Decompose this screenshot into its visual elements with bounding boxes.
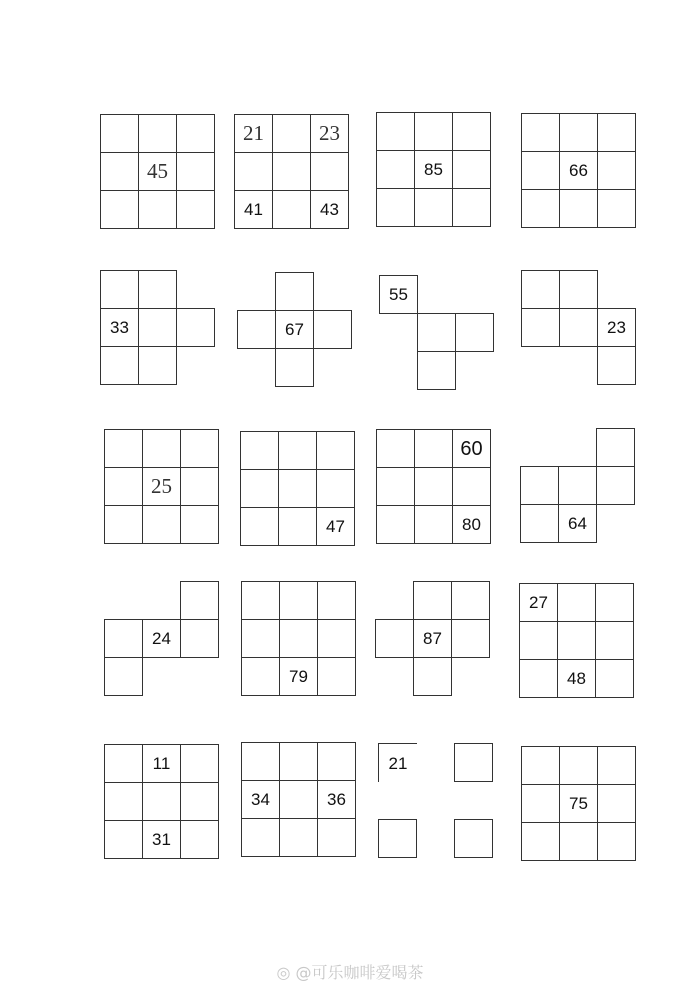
- cell-value: 21: [243, 121, 264, 145]
- grid-cell-empty: [279, 581, 318, 620]
- grid-cell-empty: [521, 189, 560, 228]
- grid-cell-empty: [176, 152, 215, 191]
- cell-value: 47: [326, 517, 345, 536]
- grid-cell-empty: [279, 619, 318, 658]
- grid-cell-empty: [100, 270, 139, 309]
- grid-cell-empty: [557, 621, 596, 660]
- grid-cell-empty: [100, 190, 139, 229]
- grid-cell-empty: [180, 505, 219, 544]
- grid-cell-empty: [176, 308, 215, 347]
- grid-cell-empty: [521, 151, 560, 190]
- grid-cell-empty: [317, 742, 356, 781]
- grid-cell-empty: [452, 112, 491, 151]
- grid-cell-empty: [180, 467, 219, 506]
- grid-cell-empty: [454, 819, 493, 858]
- cell-value: 48: [567, 669, 586, 688]
- grid-cell-empty: [138, 270, 177, 309]
- grid-cell-number: [234, 114, 273, 153]
- grid-cell-empty: [241, 742, 280, 781]
- grid-cell-empty: [316, 431, 355, 470]
- grid-cell-empty: [376, 505, 415, 544]
- grid-cell-empty: [104, 505, 143, 544]
- grid-cell-empty: [104, 657, 143, 696]
- grid-cell-empty: [104, 820, 143, 859]
- grid-cell-empty: [180, 820, 219, 859]
- grid-cell-empty: [452, 188, 491, 227]
- grid-cell-empty: [521, 746, 560, 785]
- grid-cell-empty: [138, 114, 177, 153]
- grid-cell-empty: [597, 746, 636, 785]
- grid-cell-empty: [520, 466, 559, 505]
- grid-cell-number: [310, 114, 349, 153]
- cell-value: 85: [424, 160, 443, 179]
- cell-value: 31: [152, 830, 171, 849]
- grid-cell-empty: [595, 621, 634, 660]
- grid-cell-empty: [317, 581, 356, 620]
- grid-cell-empty: [176, 190, 215, 229]
- grid-cell-empty: [559, 822, 598, 861]
- grid-cell-empty: [597, 822, 636, 861]
- cell-value: 21: [388, 753, 408, 773]
- cell-value: 24: [152, 629, 171, 648]
- grid-cell-empty: [414, 188, 453, 227]
- grid-cell-empty: [417, 313, 456, 352]
- grid-cell-empty: [559, 746, 598, 785]
- grid-cell-empty: [138, 346, 177, 385]
- watermark-text: @可乐咖啡爱喝茶: [295, 963, 424, 982]
- grid-cell-empty: [414, 505, 453, 544]
- grid-cell-empty: [237, 310, 276, 349]
- grid-cell-number: [279, 657, 318, 696]
- grid-cell-empty: [180, 581, 219, 620]
- grid-cell-empty: [452, 467, 491, 506]
- grid-cell-empty: [317, 619, 356, 658]
- grid-cell-empty: [272, 152, 311, 191]
- grid-cell-empty: [597, 113, 636, 152]
- grid-cell-number: [597, 308, 636, 347]
- grid-cell-empty: [597, 346, 636, 385]
- grid-cell-empty: [559, 113, 598, 152]
- grid-cell-empty: [376, 188, 415, 227]
- grid-cell-empty: [104, 782, 143, 821]
- grid-cell-number: [452, 429, 491, 468]
- grid-cell-empty: [597, 189, 636, 228]
- grid-cell-empty: [241, 581, 280, 620]
- grid-cell-empty: [142, 505, 181, 544]
- watermark: [0, 960, 700, 983]
- grid-cell-number: [559, 151, 598, 190]
- grid-cell-empty: [376, 429, 415, 468]
- grid-cell-empty: [180, 744, 219, 783]
- cell-value: 27: [529, 593, 548, 612]
- cell-value: 23: [319, 121, 340, 145]
- grid-cell-empty: [279, 818, 318, 857]
- grid-cell-empty: [596, 466, 635, 505]
- grid-cell-number: [310, 190, 349, 229]
- cell-value: 75: [569, 794, 588, 813]
- grid-cell-empty: [521, 784, 560, 823]
- grid-cell-empty: [413, 581, 452, 620]
- grid-cell-number: [557, 659, 596, 698]
- grid-cell-empty: [313, 310, 352, 349]
- grid-cell-empty: [310, 152, 349, 191]
- grid-cell-empty: [278, 469, 317, 508]
- cell-value: 33: [110, 318, 129, 337]
- cell-value: 25: [151, 474, 172, 498]
- grid-cell-empty: [559, 270, 598, 309]
- grid-cell-empty: [414, 467, 453, 506]
- cell-value: 79: [289, 667, 308, 686]
- cell-value: 55: [389, 285, 408, 304]
- grid-cell-empty: [240, 431, 279, 470]
- grid-cell-empty: [142, 782, 181, 821]
- grid-cell-empty: [240, 469, 279, 508]
- grid-cell-empty: [180, 429, 219, 468]
- grid-cell-empty: [100, 114, 139, 153]
- grid-cell-empty: [452, 150, 491, 189]
- grid-cell-empty: [521, 113, 560, 152]
- cell-value: 80: [462, 515, 481, 534]
- grid-cell-number: [378, 743, 417, 782]
- grid-cell-empty: [451, 619, 490, 658]
- cell-value: 23: [607, 318, 626, 337]
- grid-cell-number: [519, 583, 558, 622]
- grid-cell-empty: [521, 270, 560, 309]
- grid-cell-number: [142, 820, 181, 859]
- grid-cell-number: [414, 150, 453, 189]
- grid-cell-number: [316, 507, 355, 546]
- cell-value: 60: [460, 437, 483, 460]
- grid-cell-empty: [317, 657, 356, 696]
- grid-cell-empty: [597, 151, 636, 190]
- weibo-icon: ◎: [276, 963, 291, 982]
- cell-value: 66: [569, 161, 588, 180]
- cell-value: 34: [251, 790, 270, 809]
- cell-value: 41: [244, 200, 263, 219]
- grid-cell-number: [100, 308, 139, 347]
- grid-cell-number: [275, 310, 314, 349]
- grid-cell-number: [413, 619, 452, 658]
- grid-cell-number: [317, 780, 356, 819]
- grid-cell-empty: [180, 619, 219, 658]
- grid-cell-empty: [521, 308, 560, 347]
- grid-cell-empty: [176, 114, 215, 153]
- grid-cell-empty: [376, 467, 415, 506]
- grid-cell-empty: [559, 189, 598, 228]
- grid-cell-empty: [240, 507, 279, 546]
- grid-cell-number: [142, 744, 181, 783]
- grid-cell-empty: [272, 190, 311, 229]
- grid-cell-empty: [142, 429, 181, 468]
- grid-cell-number: [241, 780, 280, 819]
- cell-value: 43: [320, 200, 339, 219]
- grid-cell-empty: [596, 428, 635, 467]
- grid-cell-number: [559, 784, 598, 823]
- cell-value: 45: [147, 159, 168, 183]
- grid-cell-empty: [455, 313, 494, 352]
- grid-cell-empty: [104, 619, 143, 658]
- grid-cell-empty: [376, 112, 415, 151]
- grid-cell-empty: [275, 272, 314, 311]
- cell-value: 36: [327, 790, 346, 809]
- grid-cell-empty: [520, 504, 559, 543]
- grid-cell-empty: [519, 621, 558, 660]
- grid-cell-number: [234, 190, 273, 229]
- grid-cell-empty: [241, 657, 280, 696]
- grid-cell-empty: [104, 429, 143, 468]
- grid-cell-empty: [180, 782, 219, 821]
- grid-cell-empty: [241, 619, 280, 658]
- grid-cell-empty: [559, 308, 598, 347]
- grid-cell-empty: [100, 152, 139, 191]
- grid-cell-empty: [595, 659, 634, 698]
- grid-cell-empty: [454, 743, 493, 782]
- grid-cell-empty: [138, 190, 177, 229]
- grid-cell-number: [379, 275, 418, 314]
- grid-cell-empty: [595, 583, 634, 622]
- grid-cell-number: [142, 619, 181, 658]
- grid-cell-empty: [375, 619, 414, 658]
- grid-cell-empty: [317, 818, 356, 857]
- grid-cell-empty: [417, 351, 456, 390]
- grid-cell-empty: [278, 431, 317, 470]
- cell-value: 87: [423, 629, 442, 648]
- grid-cell-number: [452, 505, 491, 544]
- grid-cell-empty: [378, 819, 417, 858]
- grid-cell-number: [558, 504, 597, 543]
- cell-value: 64: [568, 514, 587, 533]
- grid-cell-empty: [597, 784, 636, 823]
- cell-value: 11: [152, 754, 171, 773]
- cell-value: 67: [285, 320, 304, 339]
- grid-cell-empty: [279, 780, 318, 819]
- grid-cell-empty: [100, 346, 139, 385]
- grid-cell-empty: [557, 583, 596, 622]
- grid-cell-empty: [316, 469, 355, 508]
- grid-cell-empty: [275, 348, 314, 387]
- grid-cell-empty: [279, 742, 318, 781]
- grid-cell-empty: [558, 466, 597, 505]
- grid-cell-number: [138, 152, 177, 191]
- grid-cell-empty: [414, 429, 453, 468]
- grid-cell-empty: [376, 150, 415, 189]
- grid-cell-empty: [241, 818, 280, 857]
- grid-cell-empty: [234, 152, 273, 191]
- grid-cell-empty: [272, 114, 311, 153]
- grid-cell-empty: [451, 581, 490, 620]
- grid-cell-empty: [138, 308, 177, 347]
- grid-cell-empty: [521, 822, 560, 861]
- grid-cell-number: [142, 467, 181, 506]
- grid-cell-empty: [413, 657, 452, 696]
- grid-cell-empty: [278, 507, 317, 546]
- grid-cell-empty: [104, 744, 143, 783]
- grid-cell-empty: [104, 467, 143, 506]
- grid-cell-empty: [519, 659, 558, 698]
- grid-cell-empty: [414, 112, 453, 151]
